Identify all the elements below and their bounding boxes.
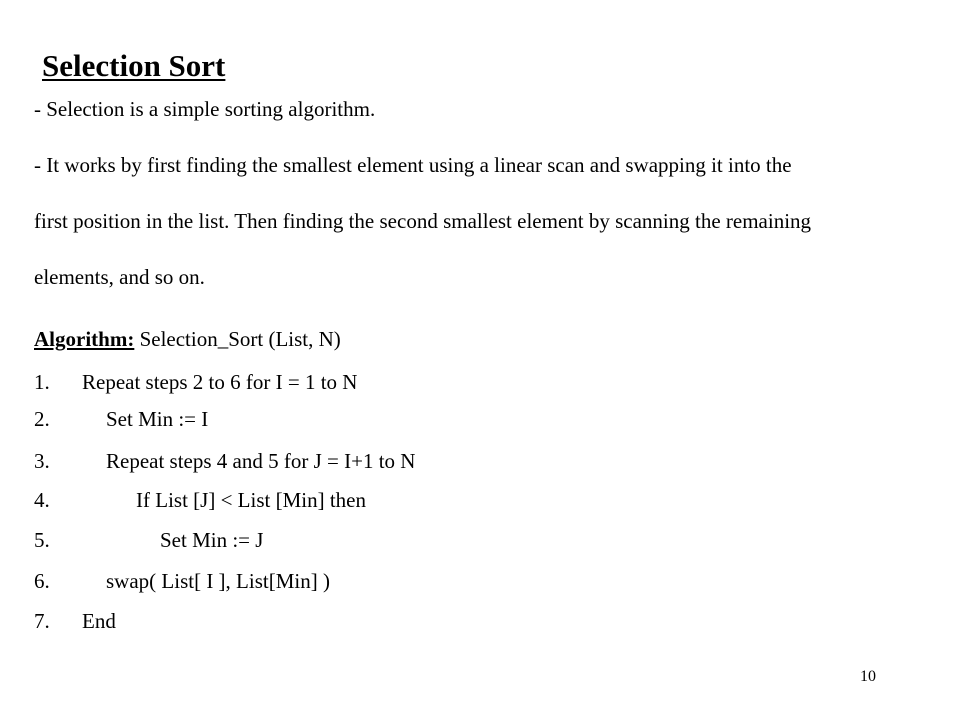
- step-number: 5.: [34, 528, 50, 552]
- step-text: Set Min := I: [106, 407, 209, 431]
- algorithm-step: [34, 372, 357, 393]
- page-number: 10: [860, 668, 876, 685]
- step-text: Repeat steps 2 to 6 for I = 1 to N: [82, 370, 358, 394]
- step-text: Set Min := J: [160, 528, 264, 552]
- bullet-simple-algorithm: - Selection is a simple sorting algorithm.: [34, 97, 376, 121]
- step-text: If List [J] < List [Min] then: [136, 488, 366, 512]
- step-number: 1.: [34, 370, 50, 394]
- bullet-how-it-works: [34, 155, 934, 323]
- paragraph-line: elements, and so on.: [34, 265, 205, 289]
- step-text: swap( List[ I ], List[Min] ): [106, 569, 330, 593]
- step-number: 2.: [34, 407, 50, 431]
- paragraph-line: - It works by first finding the smallest element using a linear scan and swapping it into the: [34, 153, 792, 177]
- step-text: End: [82, 609, 116, 633]
- algorithm-step: [34, 451, 415, 472]
- step-number: 6.: [34, 569, 50, 593]
- step-text: Repeat steps 4 and 5 for J = I+1 to N: [106, 449, 416, 473]
- algorithm-header: [34, 329, 341, 350]
- algorithm-step: [34, 611, 116, 632]
- algorithm-step: [34, 530, 263, 551]
- algorithm-signature: Selection_Sort (List, N): [134, 327, 341, 351]
- step-number: 4.: [34, 488, 50, 512]
- algorithm-step: [34, 490, 366, 511]
- algorithm-step: [34, 409, 208, 430]
- algorithm-step: [34, 571, 330, 592]
- slide-title: Selection Sort: [42, 48, 226, 83]
- paragraph-line: first position in the list. Then finding the second smallest element by scanning the remaining: [34, 209, 812, 233]
- algorithm-label: Algorithm:: [34, 327, 135, 351]
- step-number: 7.: [34, 609, 50, 633]
- step-number: 3.: [34, 449, 50, 473]
